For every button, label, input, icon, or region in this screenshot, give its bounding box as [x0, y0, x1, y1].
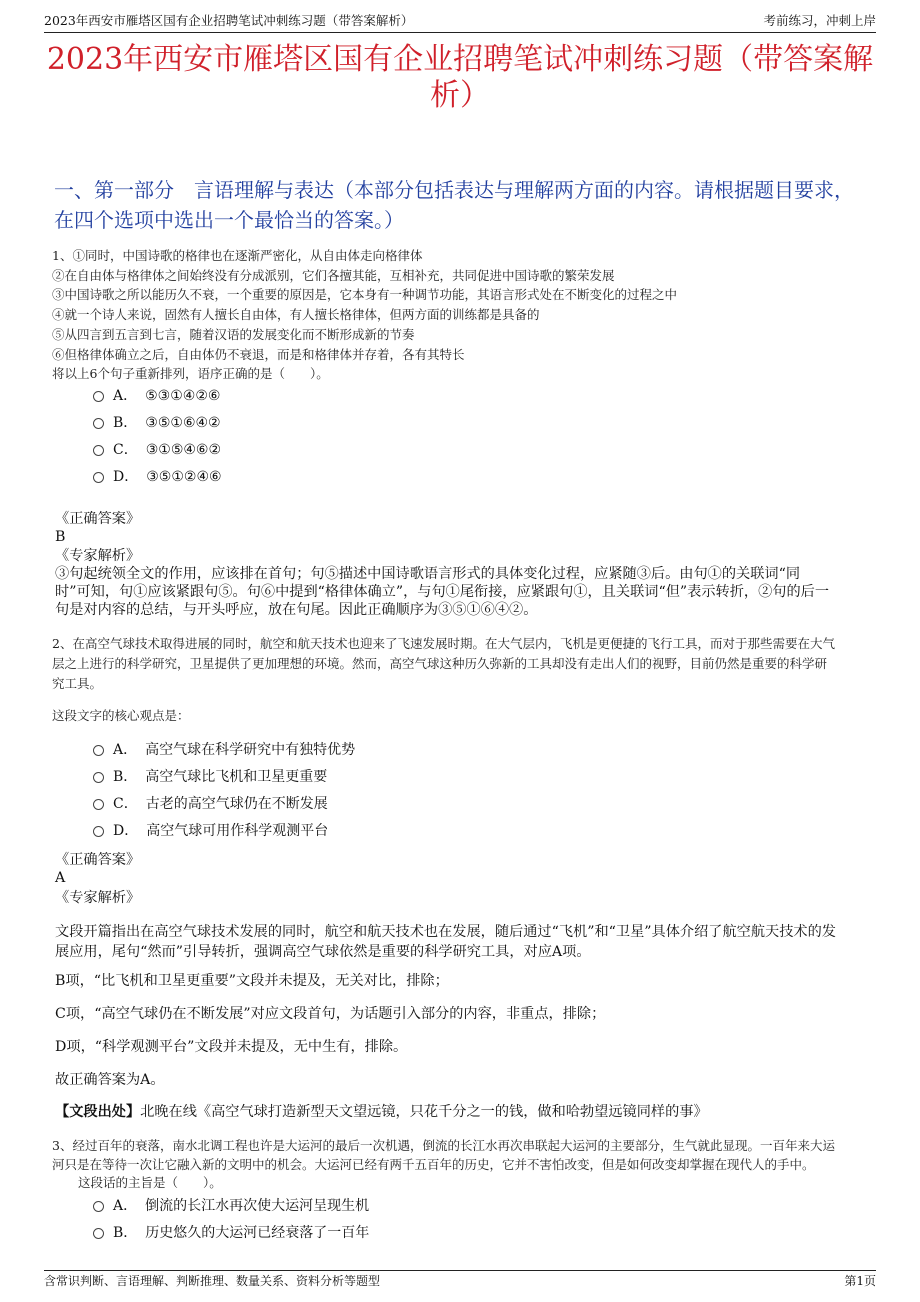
question-line: ③中国诗歌之所以能历久不衰，一个重要的原因是，它本身有一种调节功能，其语言形式处在不断变化的过程之中: [52, 287, 678, 303]
q2-analysis-main: [55, 922, 870, 962]
header-title: 2023年西安市雁塔区国有企业招聘笔试冲刺练习题（带答案解析）: [44, 13, 414, 28]
document-title: 2023年西安市雁塔区国有企业招聘笔试冲刺练习题（带答案解析）: [46, 42, 874, 113]
q2-answer: A: [55, 870, 66, 886]
q2-analysis-option-b: B项，“比飞机和卫星更重要”文段并未提及，无关对比，排除；: [55, 973, 449, 989]
radio-icon[interactable]: [93, 391, 104, 402]
footer-description: 含常识判断、言语理解、判断推理、数量关系、资料分析等题型: [44, 1274, 381, 1288]
radio-icon[interactable]: [93, 472, 104, 483]
q3-option-b[interactable]: B． 历史悠久的大运河已经衰落了一百年: [93, 1223, 369, 1243]
radio-icon[interactable]: [93, 418, 104, 429]
analysis-line: 文段开篇指出在高空气球技术发展的同时，航空和航天技术也在发展，随后通过“飞机”和“卫星”具体介绍了航空航天技术的发: [55, 924, 836, 940]
radio-icon[interactable]: [93, 745, 104, 756]
question-line: 层之上进行的科学研究，卫星提供了更加理想的环境。然而，高空气球这种历久弥新的工具却没有走出人们的视野，目前仍然是重要的科学研: [52, 656, 828, 671]
section-heading: 一、第一部分 言语理解与表达（本部分包括表达与理解两方面的内容。请根据题目要求，在四个选项中选出一个最恰当的答案。）: [54, 178, 854, 232]
q2-answer-heading: 《正确答案》: [55, 852, 141, 868]
q1-option-a[interactable]: A． ⑤③①④②⑥: [93, 386, 220, 406]
question-3-stem: [52, 1136, 872, 1174]
analysis-line: ③句起统领全文的作用，应该排在首句；句⑤描述中国诗歌语言形式的具体变化过程，应紧随③后。由句①的关联词“同: [55, 566, 801, 582]
analysis-line: 句是对内容的总结，与开头呼应，放在句尾。因此正确顺序为③⑤①⑥④②。: [55, 602, 538, 618]
q2-analysis-option-d: D项，“科学观测平台”文段并未提及，无中生有，排除。: [55, 1039, 408, 1055]
q2-analysis-heading: 《专家解析》: [55, 890, 141, 906]
radio-icon[interactable]: [93, 772, 104, 783]
q1-option-d[interactable]: D． ③⑤①②④⑥: [93, 467, 222, 487]
source-text: 北晚在线《高空气球打造新型天文望远镜，只花千分之一的钱，做和哈勃望远镜同样的事》: [140, 1104, 708, 1120]
header-slogan: 考前练习，冲刺上岸: [763, 13, 876, 28]
question-line: ⑥但格律体确立之后，自由体仍不衰退，而是和格律体并存着，各有其特长: [52, 346, 465, 362]
question-2-stem: [52, 634, 872, 694]
q1-option-c[interactable]: C． ③①⑤④⑥②: [93, 440, 221, 460]
q3-option-a[interactable]: A． 倒流的长江水再次使大运河呈现生机: [93, 1196, 369, 1216]
question-1-stem: [52, 246, 872, 384]
q1-option-b[interactable]: B． ③⑤①⑥④②: [93, 413, 221, 433]
radio-icon[interactable]: [93, 445, 104, 456]
q1-analysis-heading: 《专家解析》: [55, 548, 141, 564]
q2-source: [55, 1103, 708, 1121]
source-label: 【文段出处】: [55, 1104, 141, 1120]
question-3-prompt: 这段话的主旨是（ ）。: [78, 1175, 222, 1190]
q2-option-c[interactable]: C． 古老的高空气球仍在不断发展: [93, 794, 328, 814]
q2-conclusion: 故正确答案为A。: [55, 1072, 165, 1088]
question-line: ②在自由体与格律体之间始终没有分成派别，它们各擅其能，互相补充，共同促进中国诗歌的繁荣发展: [52, 267, 615, 283]
analysis-line: 展应用，尾句“然而”引导转折，强调高空气球依然是重要的科学研究工具，对应A项。: [55, 944, 591, 960]
question-line: ⑤从四言到五言到七言，随着汉语的发展变化而不断形成新的节奏: [52, 326, 415, 342]
radio-icon[interactable]: [93, 1201, 104, 1212]
analysis-line: 时”可知，句①应该紧跟句⑤。句⑥中提到“格律体确立”，与句①尾衔接，应紧跟句①，且关联词“但”表示转折，②句的后一: [55, 584, 830, 600]
question-line: 3、经过百年的衰落，南水北调工程也许是大运河的最后一次机遇，倒流的长江水再次串联起大运河的主要部分，生气就此显现。一百年来大运: [52, 1138, 835, 1153]
radio-icon[interactable]: [93, 799, 104, 810]
q1-answer: B: [55, 529, 66, 545]
question-line: 河只是在等待一次让它融入新的文明中的机会。大运河已经有两千五百年的历史，它并不害怕改变，但是如何改变却掌握在现代人的手中。: [52, 1157, 815, 1172]
q2-option-b[interactable]: B． 高空气球比飞机和卫星更重要: [93, 767, 327, 787]
q2-analysis-option-c: C项，“高空气球仍在不断发展”对应文段首句，为话题引入部分的内容，非重点，排除；: [55, 1006, 606, 1022]
q1-analysis: [55, 565, 870, 619]
radio-icon[interactable]: [93, 826, 104, 837]
q1-answer-heading: 《正确答案》: [55, 511, 141, 527]
question-line: 1、①同时，中国诗歌的格律也在逐渐严密化，从自由体走向格律体: [52, 248, 423, 263]
q2-option-a[interactable]: A． 高空气球在科学研究中有独特优势: [93, 740, 355, 760]
page-footer: [44, 1270, 876, 1291]
question-2-prompt: 这段文字的核心观点是：: [52, 708, 190, 723]
question-line: ④就一个诗人来说，固然有人擅长自由体，有人擅长格律体，但两方面的训练都是具备的: [52, 307, 540, 323]
q2-option-d[interactable]: D． 高空气球可用作科学观测平台: [93, 821, 328, 841]
question-line: 究工具。: [52, 676, 103, 691]
page-number: 第1页: [844, 1274, 876, 1288]
question-line: 将以上6个句子重新排列，语序正确的是（ ）。: [52, 366, 329, 382]
radio-icon[interactable]: [93, 1228, 104, 1239]
page-header: [44, 10, 876, 33]
question-line: 2、在高空气球技术取得进展的同时，航空和航天技术也迎来了飞速发展时期。在大气层内，飞机是更便捷的飞行工具，而对于那些需要在大气: [52, 636, 835, 651]
